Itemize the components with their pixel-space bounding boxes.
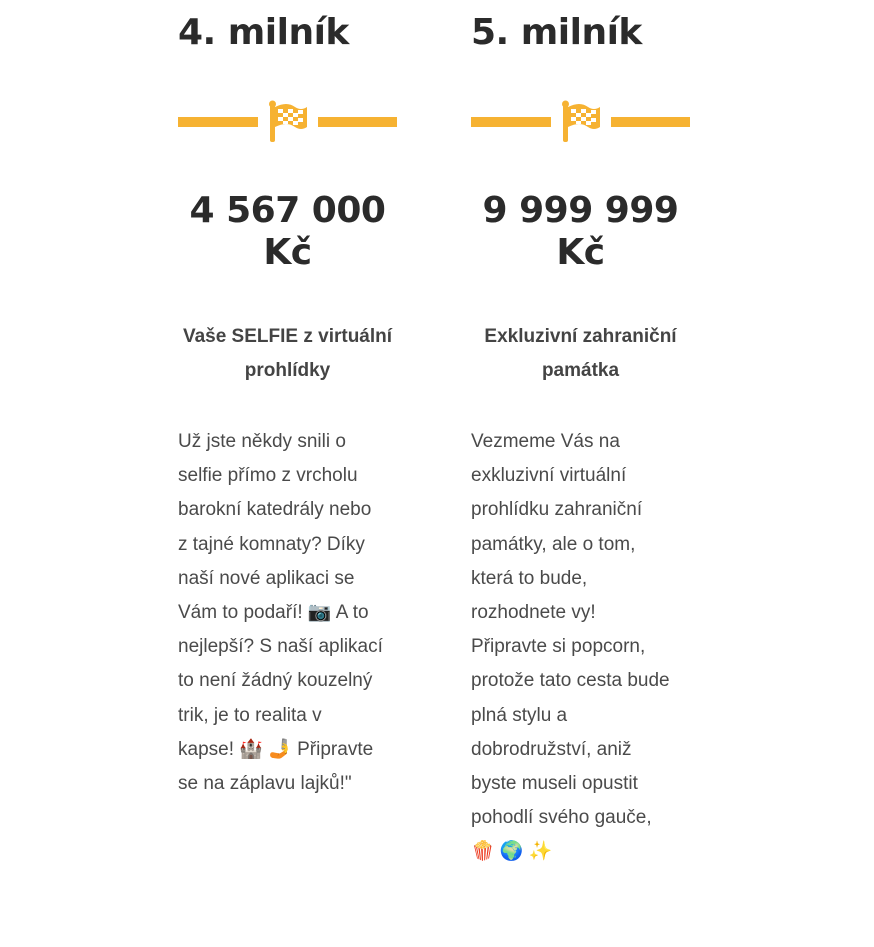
description-line: barokní katedrály nebo [178, 499, 372, 521]
description-line: Vezmeme Vás na [471, 431, 620, 452]
description-line: Vám to podaří! 📷 A to [178, 602, 369, 624]
description-line: z tajné komnaty? Díky [178, 533, 365, 555]
description-line: kapse! 🏰 🤳 Připravte [178, 738, 374, 760]
description-line: která to bude, [471, 567, 588, 589]
description-line: plná stylu a [471, 704, 568, 726]
description-line: se na záplavu lajků!" [178, 773, 352, 795]
divider-line-left [471, 117, 551, 127]
amount-value: 4 567 000 [189, 190, 386, 231]
reward-title-line: Vaše SELFIE z virtuální [182, 326, 393, 347]
description-line: exkluzivní virtuální [471, 465, 627, 487]
milestone-reward-title [178, 320, 397, 388]
description-line: to není žádný kouzelný [178, 670, 373, 692]
milestone-title: 5. milník [471, 12, 642, 53]
description-line: pohodlí svého gauče, [471, 807, 652, 829]
milestone-amount [471, 190, 690, 274]
description-line: selfie přímo z vrcholu [178, 465, 358, 487]
description-line: rozhodnete vy! [471, 602, 596, 624]
reward-title-line: památka [541, 360, 620, 381]
divider-line-right [318, 117, 397, 127]
milestone-description [178, 425, 400, 801]
milestone-amount [178, 190, 397, 274]
description-line: byste museli opustit [471, 773, 638, 795]
description-line: naší nové aplikaci se [178, 567, 355, 589]
divider-line-right [611, 117, 690, 127]
divider-line-left [178, 117, 258, 127]
checkered-flag-icon [560, 100, 602, 144]
amount-value: 9 999 999 [482, 190, 679, 231]
milestone-reward-title [471, 320, 690, 388]
description-line: 🍿 🌍 ✨ [471, 841, 553, 863]
milestone-divider [471, 100, 690, 144]
amount-currency: Kč [556, 232, 605, 273]
milestone-divider [178, 100, 397, 144]
amount-currency: Kč [263, 232, 312, 273]
description-line: památky, ale o tom, [471, 533, 636, 555]
reward-title-line: Exkluzivní zahraniční [484, 326, 677, 347]
description-line: trik, je to realita v [178, 704, 322, 726]
description-line: Připravte si popcorn, [471, 636, 646, 658]
reward-title-line: prohlídky [244, 360, 331, 381]
checkered-flag-icon [267, 100, 309, 144]
description-line: protože tato cesta bude [471, 670, 670, 692]
milestone-title: 4. milník [178, 12, 349, 53]
milestone-description [471, 425, 693, 870]
description-line: Už jste někdy snili o [178, 431, 346, 452]
description-line: prohlídku zahraniční [471, 499, 643, 521]
description-line: nejlepší? S naší aplikací [178, 636, 383, 658]
description-line: dobrodružství, aniž [471, 738, 632, 760]
